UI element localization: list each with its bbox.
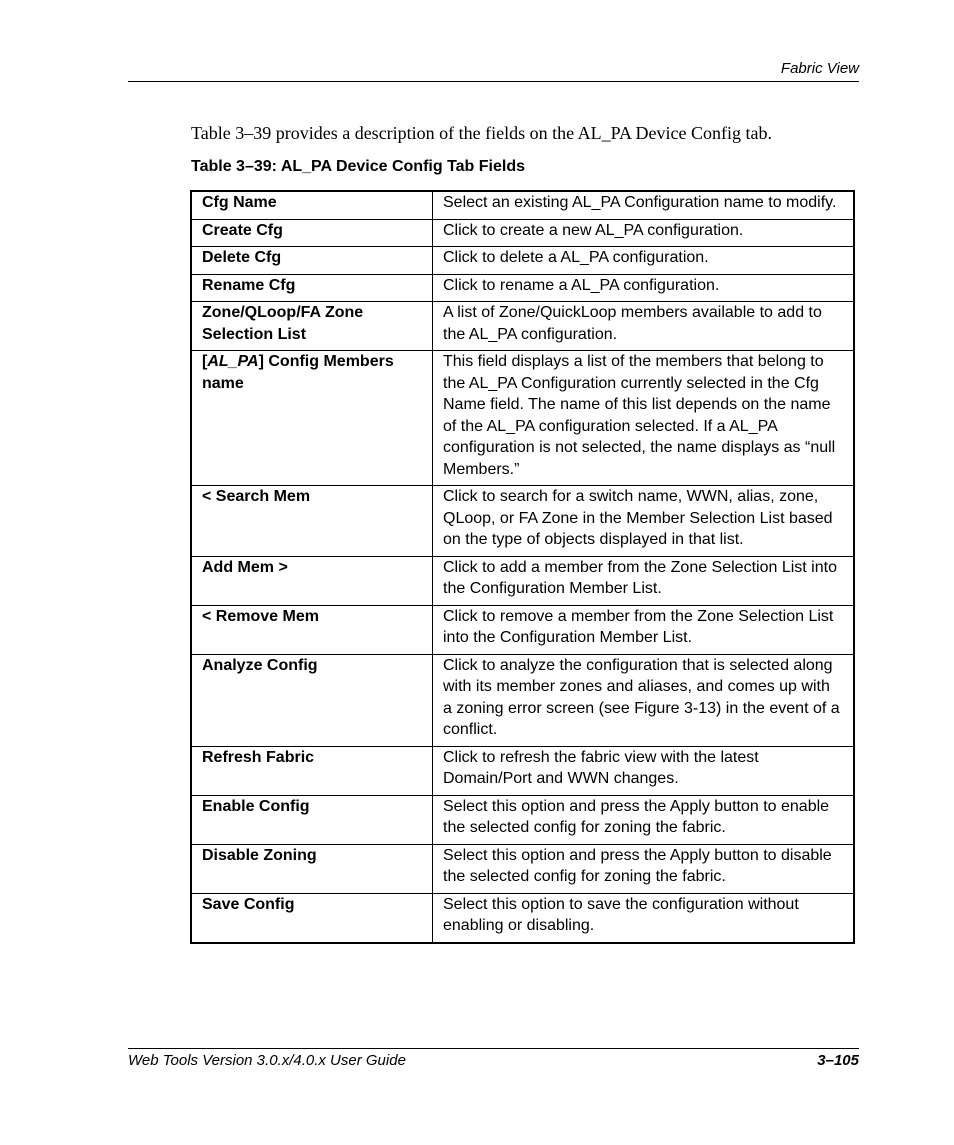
field-description: Click to delete a AL_PA configuration.: [433, 247, 855, 275]
field-description: Select this option to save the configuration without enabling or disabling.: [433, 893, 855, 943]
field-name: Create Cfg: [191, 219, 433, 247]
field-description: Click to analyze the configuration that is selected along with its member zones and aliases, and comes up with a zoning error screen (see Figure 3-13) in the event of a conflict.: [433, 654, 855, 746]
field-description: Click to refresh the fabric view with the latest Domain/Port and WWN changes.: [433, 746, 855, 795]
fields-table: [190, 190, 855, 944]
table-row: [191, 556, 854, 605]
field-description: This field displays a list of the members that belong to the AL_PA Configuration currently selected in the Cfg Name field. The name of this list depends on the name of the AL_PA configuration selected. If a AL_PA configuration is not selected, the name displays as “null Members.”: [433, 351, 855, 486]
field-name: Analyze Config: [191, 654, 433, 746]
table-row: [191, 893, 854, 943]
field-name: Delete Cfg: [191, 247, 433, 275]
field-name: Disable Zoning: [191, 844, 433, 893]
field-name: Cfg Name: [191, 191, 433, 219]
field-name-prefix: [: [202, 353, 208, 370]
field-description: Click to rename a AL_PA configuration.: [433, 274, 855, 302]
field-name-suffix: ] Config Members name: [202, 353, 394, 392]
footer-page-number: 3–105: [817, 1052, 859, 1069]
footer-guide-title: Web Tools Version 3.0.x/4.0.x User Guide: [128, 1052, 406, 1069]
field-name: Zone/QLoop/FA Zone Selection List: [191, 302, 433, 351]
table-row: [191, 795, 854, 844]
field-description: Select an existing AL_PA Configuration name to modify.: [433, 191, 855, 219]
field-description: Click to add a member from the Zone Selection List into the Configuration Member List.: [433, 556, 855, 605]
table-row: [191, 191, 854, 219]
field-description: Select this option and press the Apply button to enable the selected config for zoning the fabric.: [433, 795, 855, 844]
table-row: [191, 844, 854, 893]
field-description: Click to remove a member from the Zone Selection List into the Configuration Member List.: [433, 605, 855, 654]
field-description: A list of Zone/QuickLoop members available to add to the AL_PA configuration.: [433, 302, 855, 351]
intro-paragraph: Table 3–39 provides a description of the fields on the AL_PA Device Config tab.: [191, 123, 772, 143]
field-name: Enable Config: [191, 795, 433, 844]
field-description: Click to create a new AL_PA configuration.: [433, 219, 855, 247]
table-row: [191, 351, 854, 486]
field-name: Add Mem >: [191, 556, 433, 605]
field-description: Click to search for a switch name, WWN, alias, zone, QLoop, or FA Zone in the Member Selection List based on the type of objects displayed in that list.: [433, 486, 855, 557]
table-row: [191, 486, 854, 557]
field-name: [191, 351, 433, 486]
field-name: < Search Mem: [191, 486, 433, 557]
running-header-section: Fabric View: [780, 60, 859, 77]
field-name: Save Config: [191, 893, 433, 943]
table-row: [191, 219, 854, 247]
table-row: [191, 302, 854, 351]
table-row: [191, 247, 854, 275]
footer-rule: [128, 1048, 859, 1049]
table-row: [191, 654, 854, 746]
field-name: < Remove Mem: [191, 605, 433, 654]
table-row: [191, 605, 854, 654]
field-name-italic: AL_PA: [207, 353, 259, 370]
field-description: Select this option and press the Apply button to disable the selected config for zoning the fabric.: [433, 844, 855, 893]
field-name: Rename Cfg: [191, 274, 433, 302]
table-row: [191, 746, 854, 795]
table-title: Table 3–39: AL_PA Device Config Tab Fields: [191, 158, 526, 175]
field-name: Refresh Fabric: [191, 746, 433, 795]
header-rule: [128, 81, 859, 82]
table-row: [191, 274, 854, 302]
